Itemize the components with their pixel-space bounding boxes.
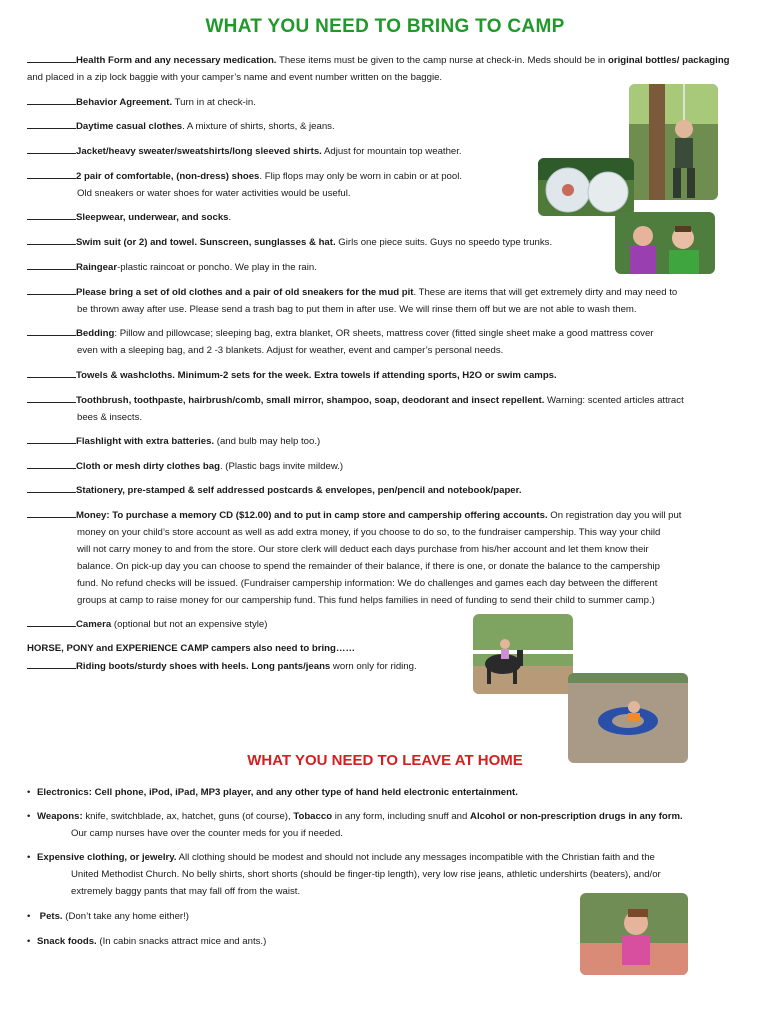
checklist-item-money: Money: To purchase a memory CD ($12.00) and to put in camp store and campership offering accounts. On registration day you will put money on your child’s store account as well as add extra money, if you choose to do so, to the fundraiser campership. This way your child will not carry money to and from the store. Our store clerk will deduct each days purchase from his/her account and let them know their balance. On pick-up day you can choose to spend the remainder of their balance, if there is one, or donate the balance to the campership fund. No refund checks will be issued. (Fundraiser campership information: We do challenges and games each day between the different groups at camp to raise money for our campership fund. This fund helps families in need of funding to send their child to summer camp.)	[27, 506, 747, 609]
checklist-item-mud-pit: Please bring a set of old clothes and a pair of old sneakers for the mud pit. These are items that will get extremely dirty and may need to be thrown away after use. Please send a trash bag to put them in after use. We will rinse them off but we are not able to wash them.	[27, 283, 747, 318]
checkbox-blank[interactable]	[27, 93, 76, 105]
checklist-item-towels: Towels & washcloths. Minimum-2 sets for the week. Extra towels if attending sports, H2O or swim camps.	[27, 366, 557, 384]
checklist-item-toiletries: Toothbrush, toothpaste, hairbrush/comb, small mirror, shampoo, soap, deodorant and insect repellent. Warning: scented articles attract bees & insects.	[27, 391, 747, 426]
leave-item-pets: • Pets. (Don’t take any home either!)	[27, 911, 189, 922]
checkbox-blank[interactable]	[27, 506, 76, 518]
checkbox-blank[interactable]	[27, 167, 76, 179]
checkbox-blank[interactable]	[27, 283, 76, 295]
checkbox-blank[interactable]	[27, 366, 76, 378]
checklist-item-sleepwear: Sleepwear, underwear, and socks.	[27, 208, 231, 226]
checkbox-blank[interactable]	[27, 51, 76, 63]
checklist-item-laundry-bag: Cloth or mesh dirty clothes bag. (Plastic bags invite mildew.)	[27, 457, 343, 475]
checklist-item-raingear: Raingear-plastic raincoat or poncho. We play in the rain.	[27, 258, 317, 276]
page-title: WHAT YOU NEED TO BRING TO CAMP	[205, 16, 565, 37]
checkbox-blank[interactable]	[27, 324, 76, 336]
checkbox-blank[interactable]	[27, 432, 76, 444]
photo-zorb-balls	[538, 158, 634, 216]
checkbox-blank[interactable]	[27, 481, 76, 493]
checkbox-blank[interactable]	[27, 233, 76, 245]
photo-climbing-tower	[629, 84, 718, 200]
leave-item-weapons: • Weapons: knife, switchblade, ax, hatchet, guns (of course), Tobacco in any form, including snuff and Alcohol or non-prescription drugs in any form. Our camp nurses have over the counter meds for you if needed.	[27, 811, 683, 839]
checklist-item-jacket: Jacket/heavy sweater/sweatshirts/long sleeved shirts. Adjust for mountain top weather.	[27, 142, 462, 160]
photo-campers	[615, 212, 715, 274]
leave-item-electronics: • Electronics: Cell phone, iPod, iPad, MP3 player, and any other type of hand held electronic entertainment.	[27, 787, 518, 798]
horse-section: HORSE, PONY and EXPERIENCE CAMP campers also need to bring…… Riding boots/sturdy shoes with heels. Long pants/jeans worn only for riding.	[27, 643, 417, 672]
checkbox-blank[interactable]	[27, 657, 76, 669]
horse-heading: HORSE, PONY and EXPERIENCE CAMP campers also need to bring……	[27, 643, 356, 654]
checklist-item-shoes: 2 pair of comfortable, (non-dress) shoes. Flip flops may only be worn in cabin or at pool. Old sneakers or water shoes for water activities would be useful.	[27, 167, 462, 202]
checklist-item-bedding: Bedding: Pillow and pillowcase; sleeping bag, extra blanket, OR sheets, mattress cover (fitted single sheet make a good mattress cover even with a sleeping bag, and 2 -3 blankets. Adjust for weather, event and camper’s personal needs.	[27, 324, 747, 359]
checklist-item-camera: Camera (optional but not an expensive style)	[27, 615, 267, 633]
checklist-item-health-form: Health Form and any necessary medication. These items must be given to the camp nurse at check-in. Meds should be in original bottles/ packaging and placed in a zip lock baggie with your camper’s name and event number written on the baggie.	[27, 51, 747, 86]
photo-water-slide	[580, 893, 688, 975]
checklist-item-swim: Swim suit (or 2) and towel. Sunscreen, sunglasses & hat. Girls one piece suits. Guys no speedo type trunks.	[27, 233, 552, 251]
checkbox-blank[interactable]	[27, 457, 76, 469]
checklist-item-flashlight: Flashlight with extra batteries. (and bulb may help too.)	[27, 432, 320, 450]
leave-item-snacks: • Snack foods. (In cabin snacks attract mice and ants.)	[27, 936, 267, 947]
checklist-item-behavior: Behavior Agreement. Turn in at check-in.	[27, 93, 256, 111]
checkbox-blank[interactable]	[27, 258, 76, 270]
checklist-item-casual-clothes: Daytime casual clothes. A mixture of shirts, shorts, & jeans.	[27, 117, 335, 135]
checkbox-blank[interactable]	[27, 117, 76, 129]
checklist-item-stationery: Stationery, pre-stamped & self addressed postcards & envelopes, pen/pencil and notebook/paper.	[27, 481, 522, 499]
checkbox-blank[interactable]	[27, 391, 76, 403]
photo-water-tubing	[568, 673, 688, 763]
leave-item-clothing: • Expensive clothing, or jewelry. All clothing should be modest and should not include any messages incompatible with the Christian faith and the United Methodist Church. No belly shirts, short shorts (should be finger-tip length), very low rise jeans, athletic undershirts (beaters), and/or extremely baggy pants that may fall off from the waist.	[27, 852, 661, 897]
checkbox-blank[interactable]	[27, 615, 76, 627]
leave-at-home-title: WHAT YOU NEED TO LEAVE AT HOME	[247, 752, 523, 769]
checkbox-blank[interactable]	[27, 142, 76, 154]
photo-horse-riding	[473, 614, 573, 694]
checkbox-blank[interactable]	[27, 208, 76, 220]
